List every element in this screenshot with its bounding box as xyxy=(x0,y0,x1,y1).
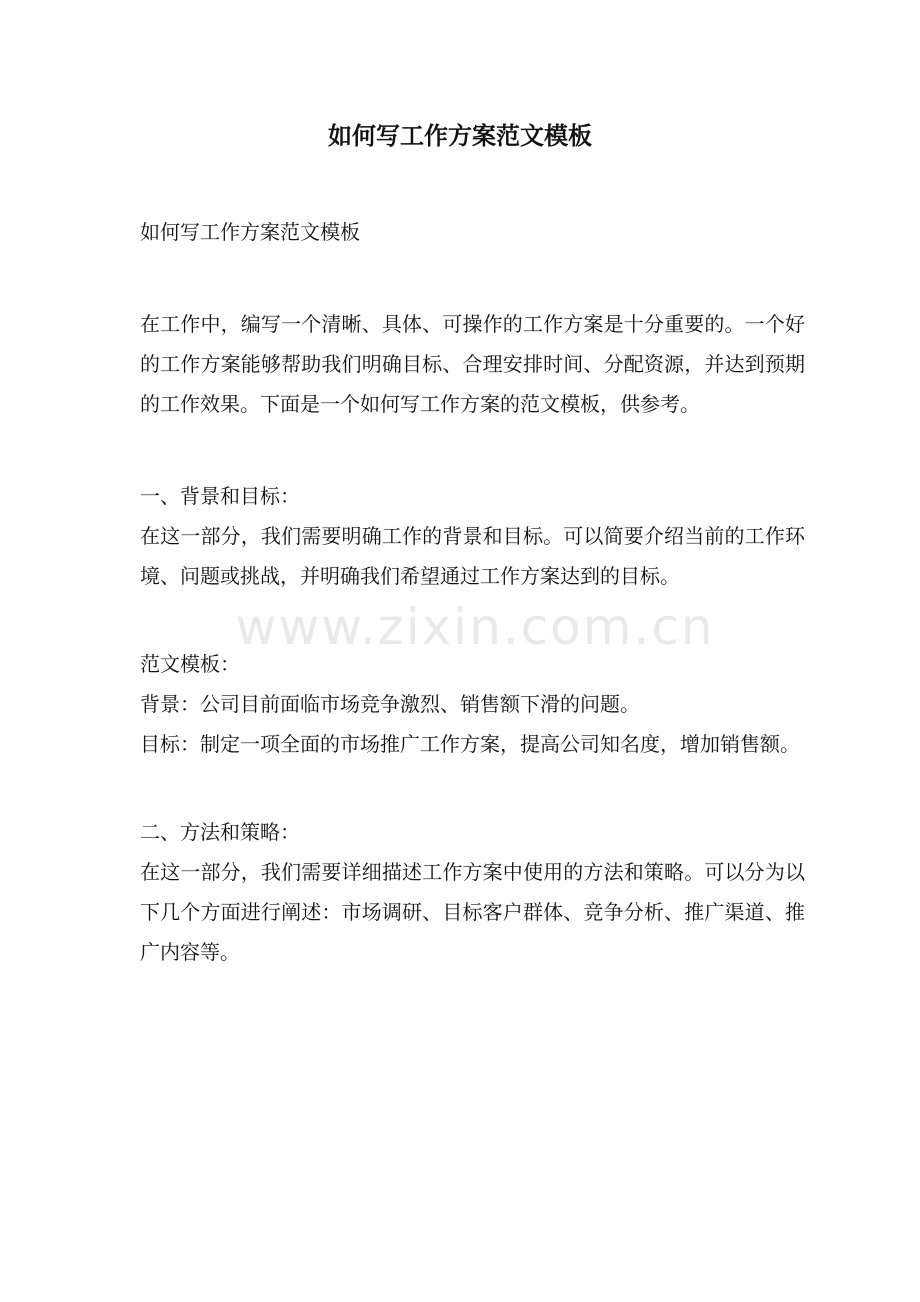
spacer xyxy=(140,596,805,644)
section-body-methods: 在这一部分，我们需要详细描述工作方案中使用的方法和策略。可以分为以下几个方面进行阐述：市场调研、目标客户群体、竞争分析、推广渠道、推广内容等。 xyxy=(140,860,805,964)
spacer xyxy=(140,252,805,304)
section-heading-background: 一、背景和目标： xyxy=(140,484,300,508)
document-title: 如何写工作方案范文模板 xyxy=(328,121,592,150)
template-line-goal: 目标：制定一项全面的市场推广工作方案，提高公司知名度，增加销售额。 xyxy=(140,732,800,756)
document-body xyxy=(140,212,805,972)
watermark: www.zixin.com.cn xyxy=(235,598,715,656)
spacer xyxy=(140,424,805,476)
intro-paragraph: 在工作中，编写一个清晰、具体、可操作的工作方案是十分重要的。一个好的工作方案能够帮助我们明确目标、合理安排时间、分配资源，并达到预期的工作效果。下面是一个如何写工作方案的范文模板，供参考。 xyxy=(140,312,805,416)
template-line-background: 背景：公司目前面临市场竞争激烈、销售额下滑的问题。 xyxy=(140,692,640,716)
section-body-background: 在这一部分，我们需要明确工作的背景和目标。可以简要介绍当前的工作环境、问题或挑战，并明确我们希望通过工作方案达到的目标。 xyxy=(140,524,805,588)
section-heading-methods: 二、方法和策略： xyxy=(140,820,300,844)
document-subtitle: 如何写工作方案范文模板 xyxy=(140,220,360,244)
section-heading-template: 范文模板： xyxy=(140,652,240,676)
spacer xyxy=(140,764,805,812)
